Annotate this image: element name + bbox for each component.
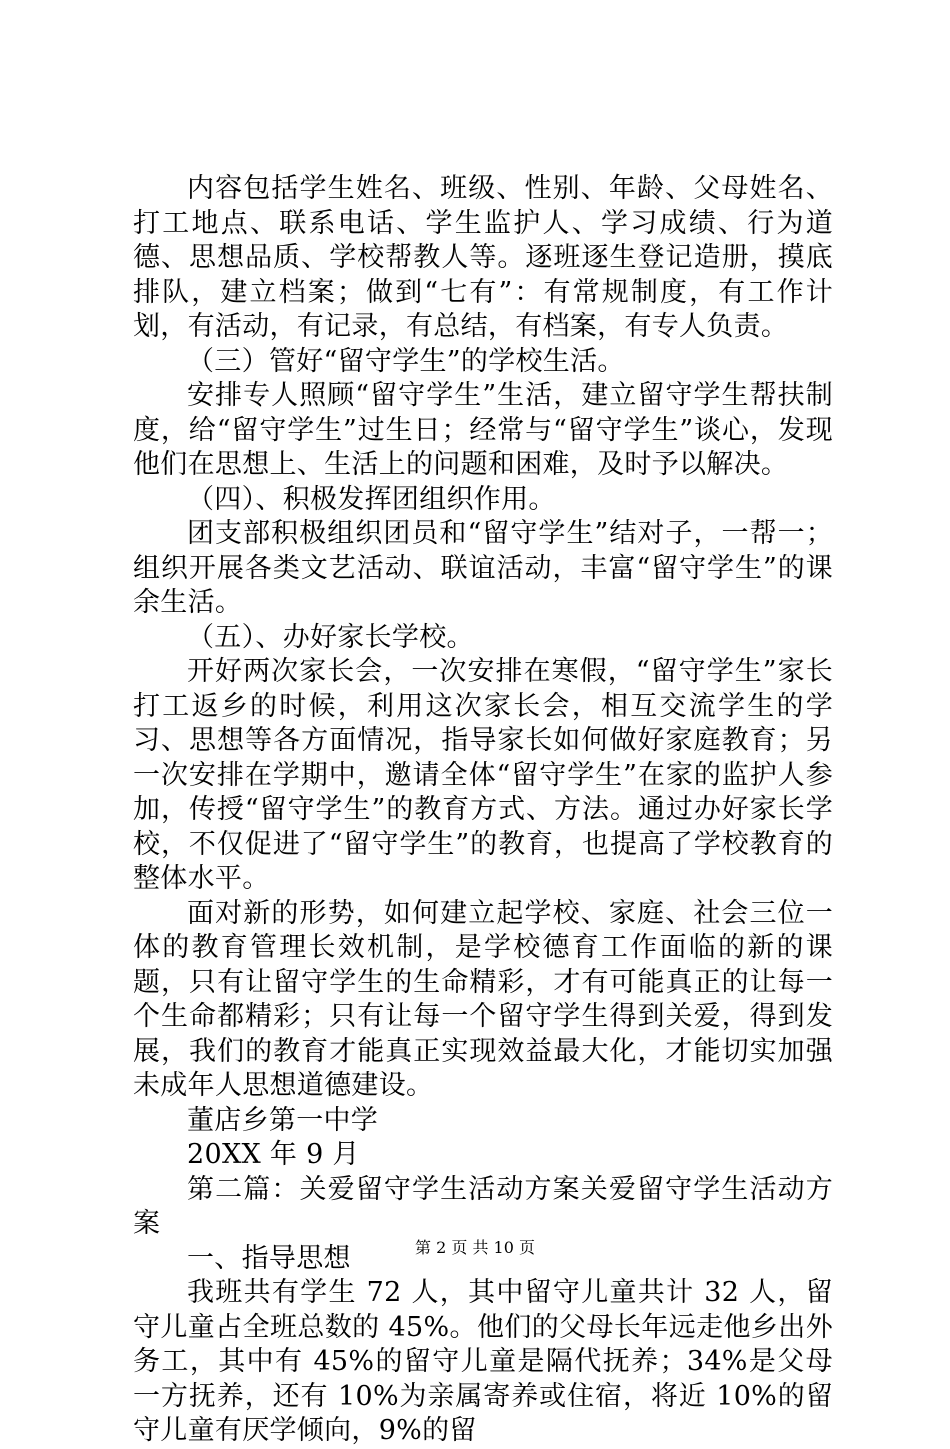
paragraph-class-statistics: 我班共有学生 72 人，其中留守儿童共计 32 人，留守儿童占全班总数的 45%。他们的父母长年远走他乡出外务工，其中有 45%的留守儿童是隔代抚养；34%是父母一方抚养，还有 10%为亲属寄养或住宿，将近 10%的留守儿童有厌学倾向，9%的留	[133, 1277, 833, 1446]
paragraph-archive-contents: 内容包括学生姓名、班级、性别、年龄、父母姓名、打工地点、联系电话、学生监护人、学习成绩、行为道德、思想品质、学校帮教人等。逐班逐生登记造册，摸底排队，建立档案；做到“七有”：有常规制度，有工作计划，有活动，有记录，有总结，有档案，有专人负责。	[133, 173, 833, 342]
heading-guiding-idea: 一、指导思想	[187, 1242, 351, 1274]
paragraph-parent-school: 开好两次家长会，一次安排在寒假，“留守学生”家长打工返乡的时候，利用这次家长会，相互交流学生的学习、思想等各方面情况，指导家长如何做好家庭教育；另一次安排在学期中，邀请全体“留守学生”在家的监护人参加，传授“留守学生”的教育方式、方法。通过办好家长学校，不仅促进了“留守学生”的教育，也提高了学校教育的整体水平。	[133, 656, 833, 894]
signature-date: 20XX 年 9 月	[187, 1139, 360, 1170]
paragraph-youth-league: 团支部积极组织团员和“留守学生”结对子，一帮一；组织开展各类文艺活动、联谊活动，丰富“留守学生”的课余生活。	[133, 518, 833, 618]
heading-school-life: （三）管好“留守学生”的学校生活。	[187, 345, 625, 377]
section-title-part-two: 第二篇：关爱留守学生活动方案关爱留守学生活动方案	[133, 1173, 833, 1239]
signature-school: 董店乡第一中学	[187, 1104, 379, 1136]
paragraph-conclusion: 面对新的形势，如何建立起学校、家庭、社会三位一体的教育管理长效机制，是学校德育工作面临的新的课题，只有让留守学生的生命精彩，才有可能真正的让每一个生命都精彩；只有让每一个留守学生得到关爱，得到发展，我们的教育才能真正实现效益最大化，才能切实加强未成年人思想道德建设。	[133, 897, 833, 1101]
heading-youth-league: （四）、积极发挥团组织作用。	[187, 483, 556, 515]
page-footer: 第 2 页 共 10 页	[415, 1238, 535, 1257]
paragraph-school-life: 安排专人照顾“留守学生”生活，建立留守学生帮扶制度，给“留守学生”过生日；经常与“留守学生”谈心，发现他们在思想上、生活上的问题和困难，及时予以解决。	[133, 380, 833, 480]
heading-parent-school: （五）、办好家长学校。	[187, 621, 474, 653]
